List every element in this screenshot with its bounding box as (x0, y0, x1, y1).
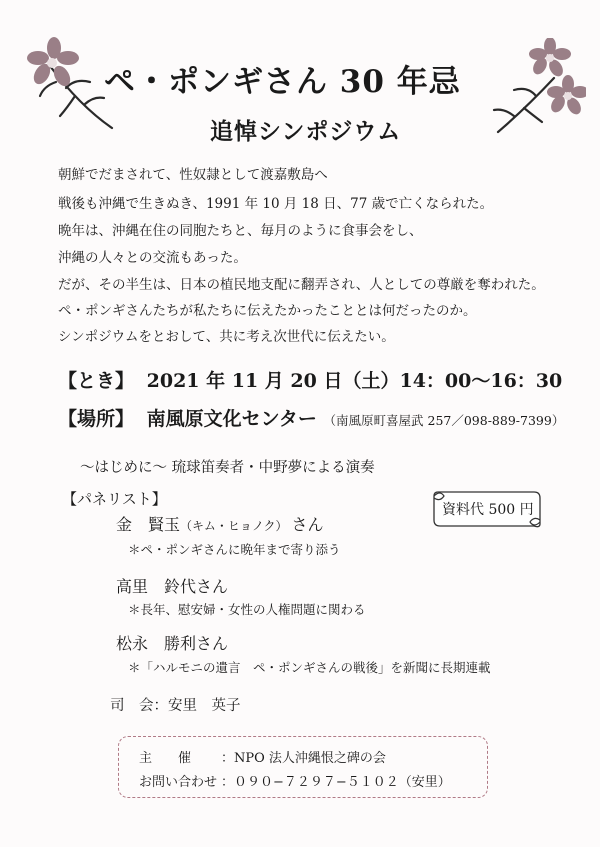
panelist-name: 高里 鈴代さん (116, 577, 229, 596)
venue-name: 南風原文化センター (146, 408, 317, 430)
date-label: 【とき】 (58, 370, 135, 392)
venue-label: 【場所】 (58, 408, 135, 430)
fee-label: 資料代 500 円 (442, 502, 534, 518)
panelist-name: 金 賢玉（キム・ヒョノク） さん (116, 515, 324, 534)
panelists-heading: 【パネリスト】 (62, 490, 167, 508)
panelist-name: 松永 勝利さん (116, 634, 229, 653)
panelist-reading: （キム・ヒョノク） (180, 519, 288, 533)
intro-line: 戦後も沖縄で生きぬき、1991 年 10 月 18 日、77 歳で亡くなられた。 (58, 196, 494, 212)
page-subtitle: 追悼シンポジウム (210, 118, 402, 145)
organizer-box (118, 736, 488, 798)
flower-right-icon (476, 38, 586, 138)
host-label: 主 催 (139, 751, 192, 766)
contact-value: ：０９０−７２９７−５１０２（安里） (221, 775, 451, 790)
intro-line: だが、その半生は、日本の植民地支配に翻弄され、人としての尊厳を奪われた。 (58, 277, 545, 293)
host-line (139, 747, 386, 766)
panelist-note: ＊「ハルモニの遺言 ペ・ポンギさんの戦後」を新聞に長期連載 (128, 660, 491, 675)
fee-banner (430, 486, 542, 532)
intro-line: ペ・ポンギさんたちが私たちに伝えたかったこととは何だったのか。 (58, 303, 477, 319)
intro-line: 晩年は、沖縄在住の同胞たちと、毎月のように食事会をし、 (58, 223, 423, 239)
host-value: ：NPO 法人沖縄恨之碑の会 (221, 751, 386, 766)
page-title: ペ・ポンギさん 30 年忌 (104, 64, 461, 100)
date-value: 2021 年 11 月 20 日（土）14：00〜16：30 (146, 370, 563, 392)
intro-line: シンポジウムをとおして、共に考え次世代に伝えたい。 (58, 329, 395, 345)
panelist-note: ＊長年、慰安婦・女性の人権問題に関わる (128, 602, 366, 617)
event-venue (58, 404, 564, 431)
event-date (58, 366, 562, 393)
contact-label: お問い合わせ (139, 775, 218, 790)
emcee: 司 会：安里 英子 (110, 698, 241, 714)
intro-line: 沖縄の人々との交流もあった。 (58, 250, 247, 266)
panelist-note: ＊ペ・ポンギさんに晩年まで寄り添う (128, 542, 341, 557)
venue-detail: （南風原町喜屋武 257／098-889-7399） (323, 413, 565, 428)
opening-performance: 〜はじめに〜 琉球笛奏者・中野夢による演奏 (80, 460, 375, 476)
intro-line: 朝鮮でだまされて、性奴隷として渡嘉敷島へ (58, 167, 328, 183)
contact-line (139, 771, 451, 790)
